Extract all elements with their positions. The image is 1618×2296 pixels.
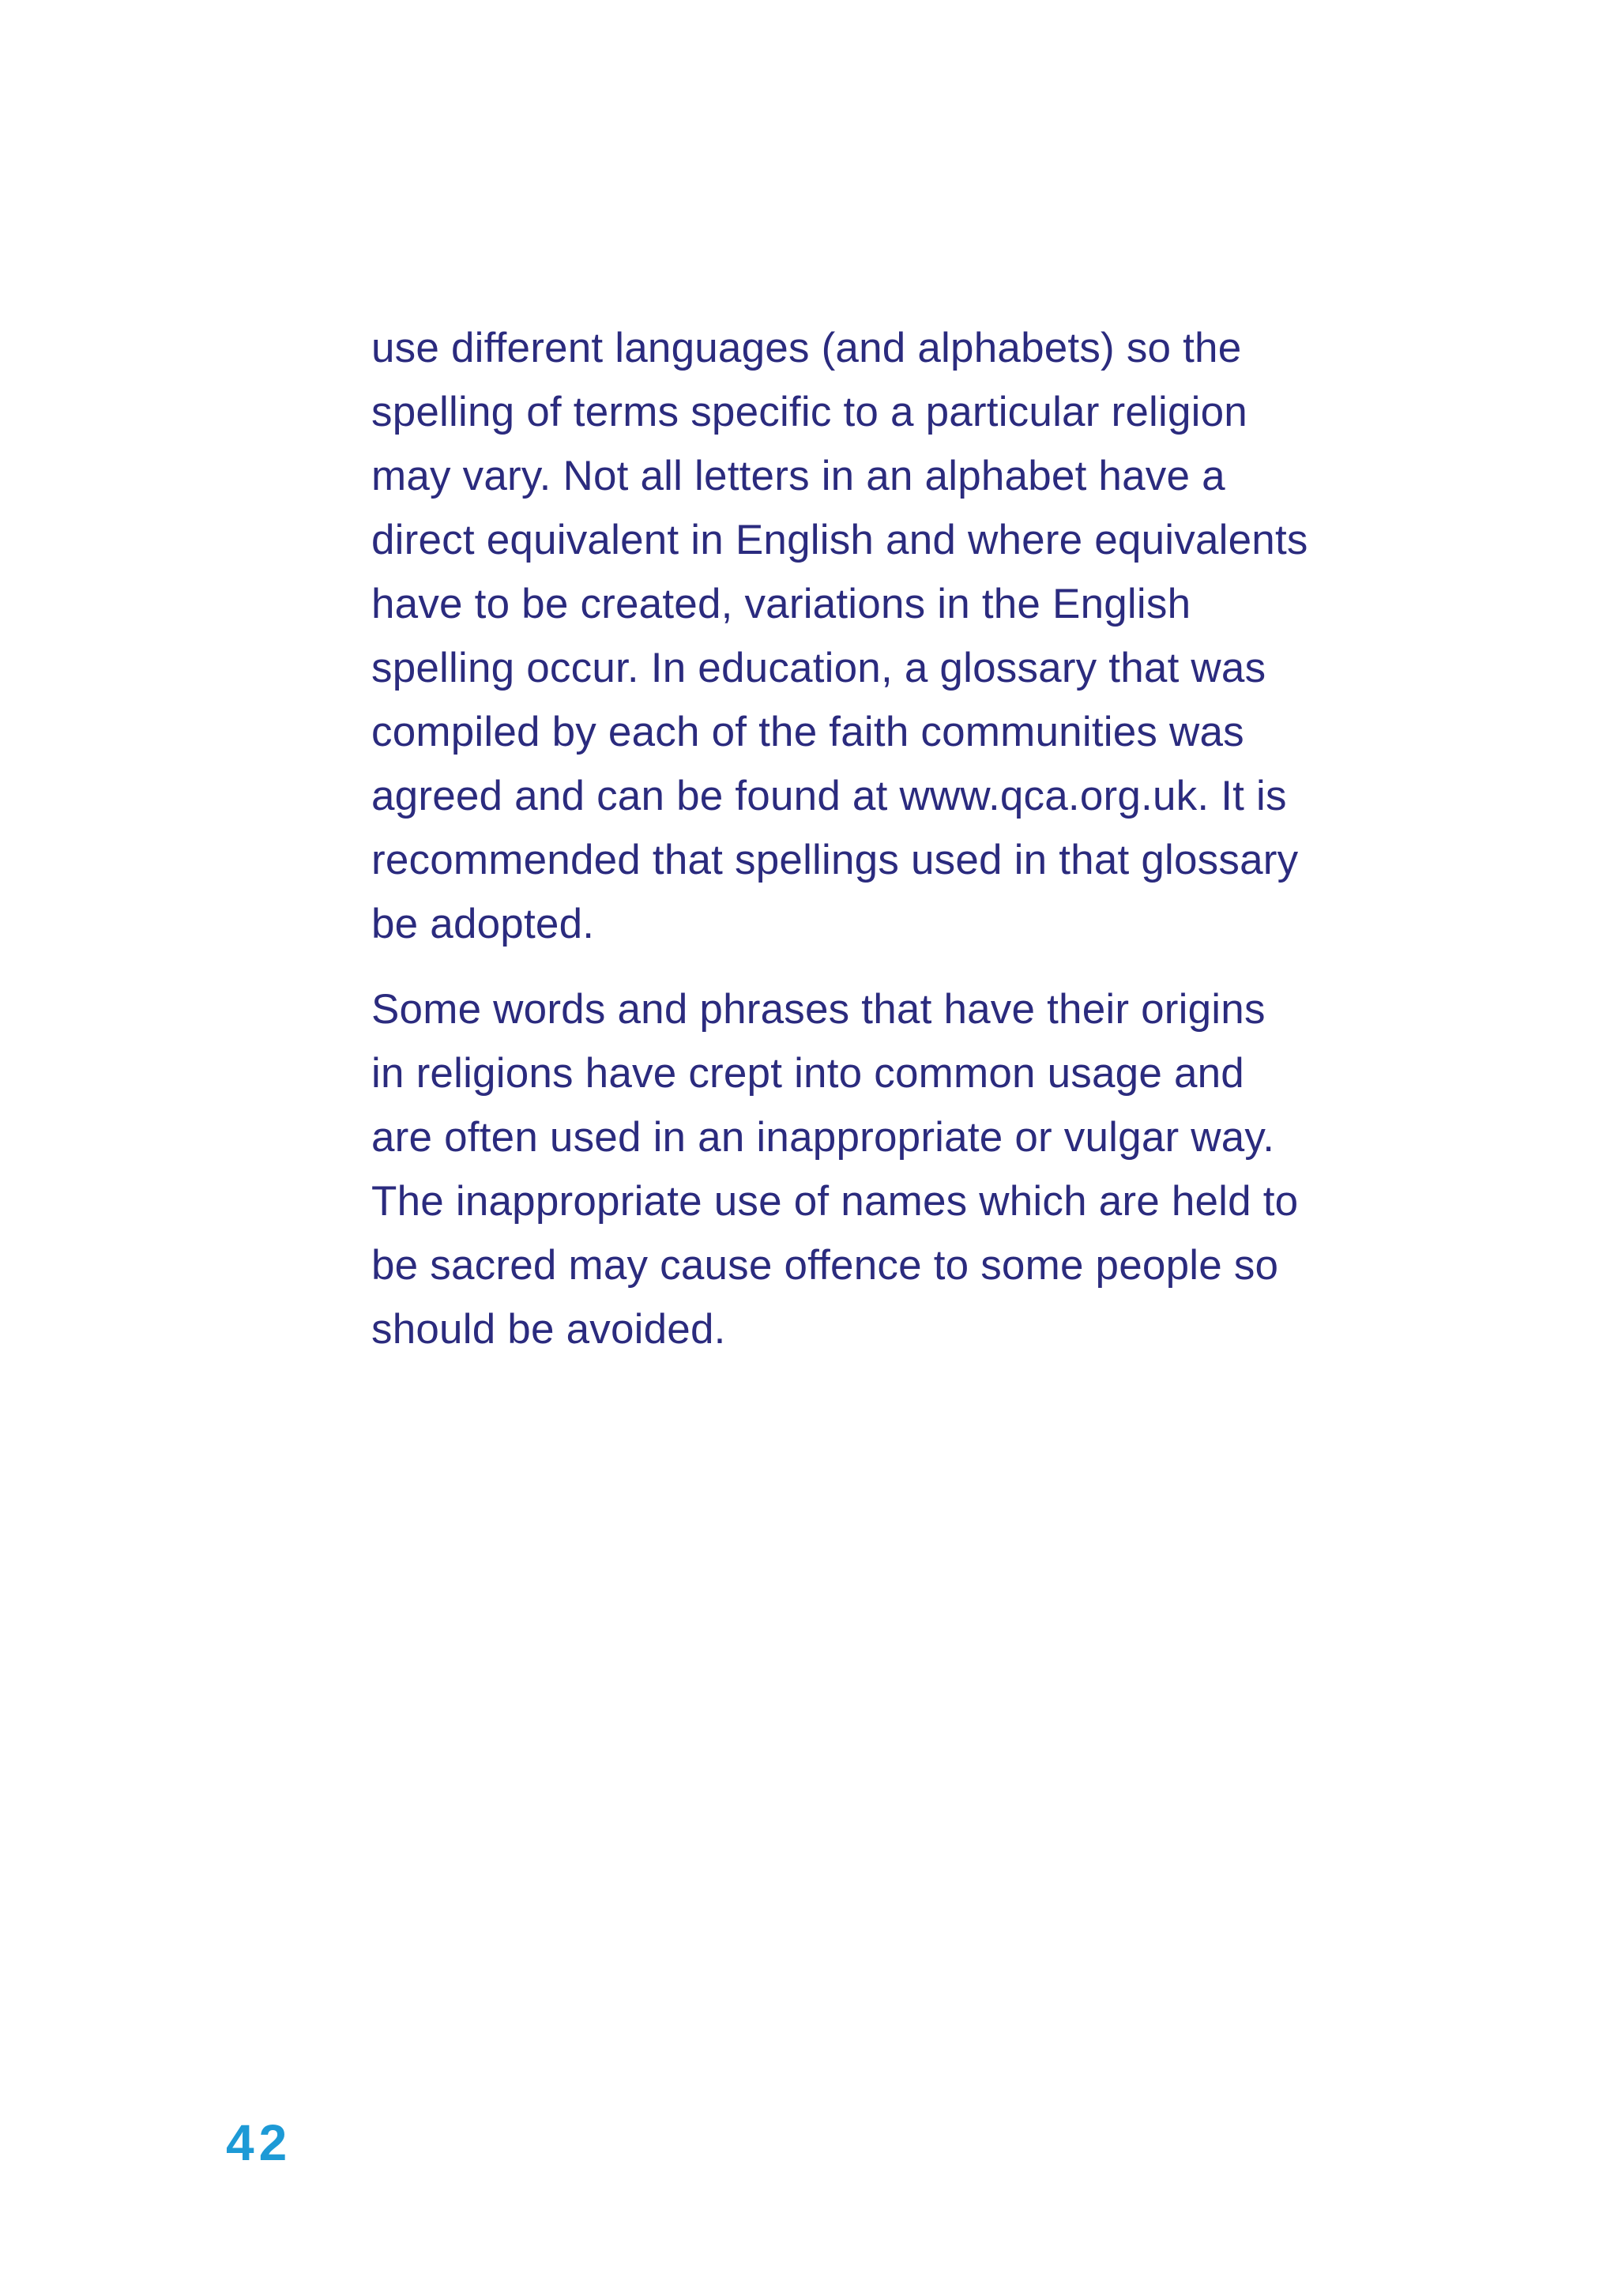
- text-line: use different languages (and alphabets) so the: [371, 325, 1242, 371]
- text-line: recommended that spellings used in that glossary: [371, 837, 1299, 883]
- text-line: in religions have crept into common usage and: [371, 1050, 1244, 1097]
- body-text: [371, 316, 1430, 1361]
- paragraph-2: [371, 977, 1430, 1361]
- text-line: spelling occur. In education, a glossary that was: [371, 645, 1266, 691]
- text-line: direct equivalent in English and where equivalents: [371, 517, 1308, 563]
- text-line: Some words and phrases that have their origins: [371, 986, 1266, 1033]
- text-line: compiled by each of the faith communities was: [371, 709, 1244, 755]
- text-line: agreed and can be found at www.qca.org.uk. It is: [371, 773, 1287, 819]
- text-line: have to be created, variations in the English: [371, 581, 1191, 627]
- text-line: should be avoided.: [371, 1306, 726, 1353]
- text-line: spelling of terms specific to a particular religion: [371, 389, 1247, 435]
- text-line: be adopted.: [371, 901, 595, 947]
- paragraph-1: [371, 316, 1430, 956]
- text-line: The inappropriate use of names which are held to: [371, 1178, 1299, 1225]
- text-line: be sacred may cause offence to some people so: [371, 1242, 1279, 1289]
- text-line: may vary. Not all letters in an alphabet have a: [371, 453, 1225, 499]
- page-number: 42: [226, 2114, 292, 2171]
- text-line: are often used in an inappropriate or vulgar way.: [371, 1114, 1275, 1161]
